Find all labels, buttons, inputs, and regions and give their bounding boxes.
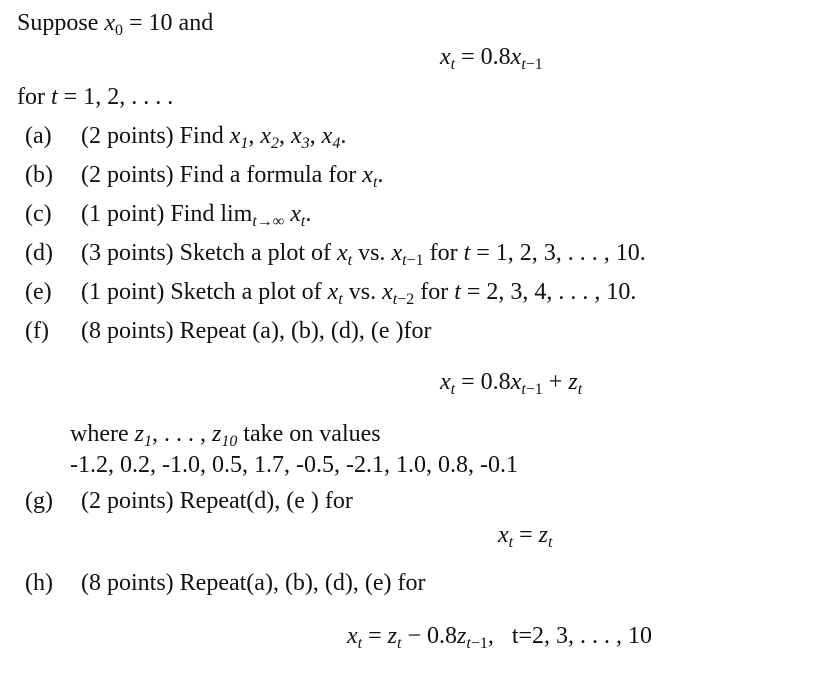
z-values: -1.2, 0.2, -1.0, 0.5, 1.7, -0.5, -2.1, 1.0, 0.8, -0.1 bbox=[70, 452, 518, 478]
part-h-label: (h) bbox=[25, 570, 53, 596]
part-d-text: Sketch a plot of bbox=[179, 240, 331, 266]
part-e-vs: vs. bbox=[348, 279, 377, 305]
part-f-points: (8 points) bbox=[81, 318, 174, 344]
part-a: (a) (2 points) Find $x_1$, $x_2$, $x_3$, $x_4$. bbox=[25, 123, 347, 152]
part-e-label: (e) bbox=[25, 279, 52, 305]
part-d-vs: vs. bbox=[358, 240, 386, 266]
part-b-text: Find a formula for bbox=[179, 162, 357, 188]
part-f bbox=[25, 317, 432, 345]
part-e-points: (1 point) bbox=[81, 279, 165, 305]
intro-and: and bbox=[178, 10, 214, 36]
part-a-label: (a) bbox=[25, 123, 52, 149]
part-f-text: Repeat (a), (b), (d), (e )for bbox=[179, 318, 432, 344]
part-f-label: (f) bbox=[25, 318, 49, 344]
for-t-line: for t = 1, 2, . . . . bbox=[17, 84, 174, 110]
part-c-points: (1 point) bbox=[81, 201, 165, 227]
part-c-text: Find lim bbox=[170, 201, 253, 227]
part-a-text: Find bbox=[179, 123, 224, 149]
part-a-points: (2 points) bbox=[81, 123, 174, 149]
part-d-points: (3 points) bbox=[81, 240, 174, 266]
for-word: for bbox=[17, 84, 45, 110]
h-trange: t=2, 3, . . . , 10 bbox=[511, 623, 653, 649]
part-h bbox=[25, 569, 426, 597]
part-b-points: (2 points) bbox=[81, 162, 174, 188]
h-coef: 0.8 bbox=[427, 623, 457, 649]
part-e-range: = 2, 3, 4, . . . , 10. bbox=[466, 279, 637, 305]
x0-value: 10 bbox=[148, 10, 173, 36]
part-c: (c) (1 point) Find $\lim_{t\to\infty} x_t$. bbox=[25, 201, 312, 230]
part-d-label: (d) bbox=[25, 240, 53, 266]
f-coef: 0.8 bbox=[480, 369, 511, 395]
part-b: (b) (2 points) Find a formula for $x_t$. bbox=[25, 162, 384, 191]
g-equation: $x_t = z_t$ bbox=[498, 522, 553, 551]
part-g-label: (g) bbox=[25, 488, 53, 514]
part-b-label: (b) bbox=[25, 162, 53, 188]
part-c-label: (c) bbox=[25, 201, 52, 227]
part-e-for: for bbox=[420, 279, 449, 305]
part-e: (e) (1 point) Sketch a plot of $x_t$ vs. $x_{t-2}$ for t = 2, 3, 4, . . . , 10. bbox=[25, 279, 637, 308]
f-equation: $x_t = 0.8x_{t-1} + z_t$ bbox=[440, 369, 583, 398]
part-h-text: Repeat(a), (b), (d), (e) for bbox=[179, 570, 426, 596]
h-equation: $x_t = z_t - 0.8z_{t-1}$, t=2, 3, . . . , 10 bbox=[347, 623, 653, 652]
part-g bbox=[25, 487, 353, 515]
part-d-for: for bbox=[429, 240, 458, 266]
main-equation: $x_t = 0.8x_{t-1}$ bbox=[440, 44, 543, 73]
part-g-points: (2 points) bbox=[81, 488, 174, 514]
part-d: (d) (3 points) Sketch a plot of $x_t$ vs. $x_{t-1}$ for t = 1, 2, 3, . . . , 10. bbox=[25, 240, 646, 269]
intro-text: Suppose bbox=[17, 10, 99, 36]
where-after: take on values bbox=[243, 421, 381, 447]
part-d-range: = 1, 2, 3, . . . , 10. bbox=[476, 240, 646, 266]
where-line: where $z_1$, . . . , $z_{10}$ take on values bbox=[70, 421, 381, 450]
part-h-points: (8 points) bbox=[81, 570, 174, 596]
intro-line: Suppose $x_0 = 10$ and bbox=[17, 10, 214, 39]
part-g-text: Repeat(d), (e ) for bbox=[179, 488, 353, 514]
where-text: where bbox=[70, 421, 129, 447]
for-t-range: = 1, 2, . . . . bbox=[63, 84, 174, 110]
x0-symbol: $x_0$ bbox=[104, 10, 123, 39]
main-coef: 0.8 bbox=[480, 44, 511, 70]
part-e-text: Sketch a plot of bbox=[170, 279, 322, 305]
